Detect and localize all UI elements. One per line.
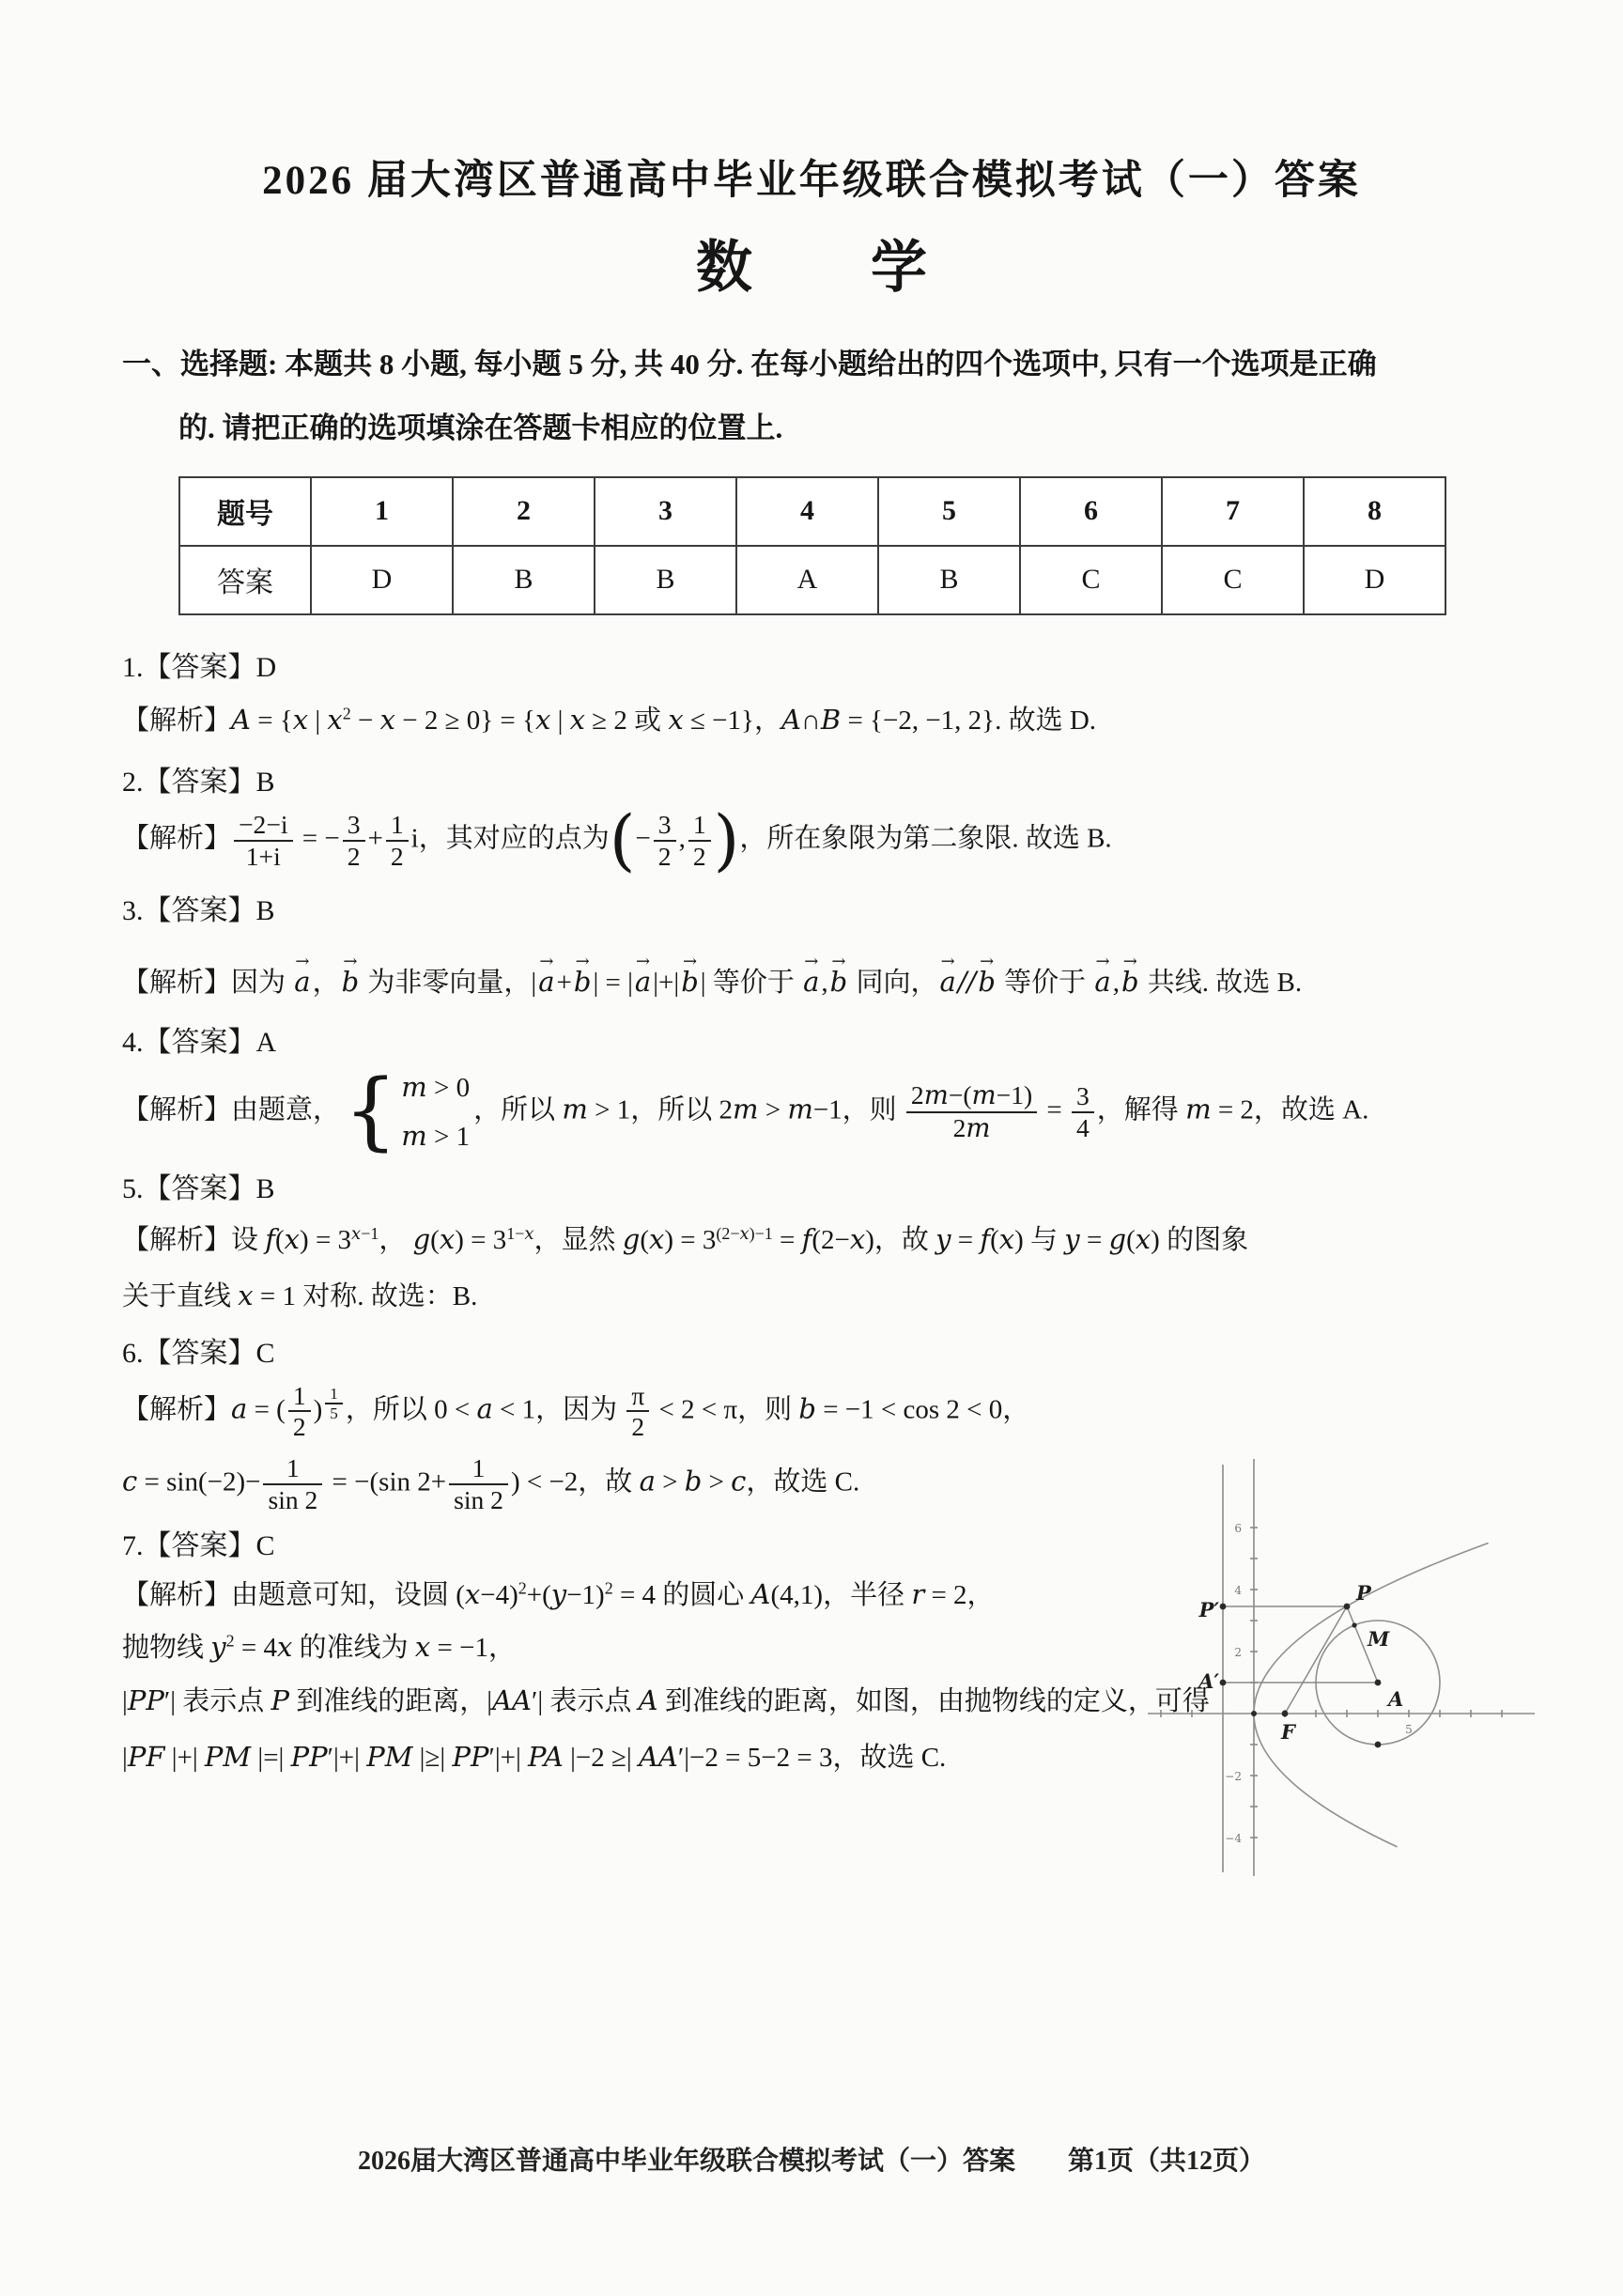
solution-4-explanation: 【解析】由题意， { m > 0 m > 1 ，所以 m > 1，所以 2m > m−1，则 $\frac{2m-(m-1)}{2m}$ = $\frac{3}{4}$ ，解得 m = 2，故选 A. <box>122 1062 1369 1160</box>
solution-6-answer: 6.【答案】C <box>122 1337 275 1369</box>
solution-2 <box>122 764 1501 879</box>
label-A: A <box>1388 1687 1404 1711</box>
parabola-circle-diagram <box>1144 1451 1538 1888</box>
segment-P-F <box>1285 1606 1347 1714</box>
label-F: F <box>1281 1720 1295 1744</box>
solution-3-answer: 3.【答案】B <box>122 894 275 926</box>
footer-page-number: 第1页（共12页） <box>1068 2147 1266 2176</box>
row-header-question-number: 题号 <box>179 477 311 546</box>
solution-3-explanation: 【解析】因为 → a，→ b 为非零向量，|→ a+→ b| = |→ a|+|→ b| 等价于 → a,→ b 同向，→ a//→ b 等价于 → a,→ b 共线. 故选 B. <box>122 954 1501 1002</box>
solution-1 <box>122 649 1501 740</box>
label-M: M <box>1368 1627 1390 1651</box>
solution-5-explanation-line-2: 关于直线 x = 1 对称. 故选：B. <box>122 1280 478 1311</box>
section-instructions <box>122 345 1501 448</box>
answer-cell: A <box>736 546 878 614</box>
solution-6-explanation-line-1: 【解析】a = ( $\frac{1}{2}$ ) $^{\frac{1}{5}}$ ，所以 0 < a < 1，因为 $\frac{\pi}{2}$ < 2 < π，则 b = −1 < cos 2 < 0， <box>122 1380 1030 1442</box>
answer-cell: B <box>453 546 595 614</box>
answer-cell: B <box>595 546 736 614</box>
solution-5-answer: 5.【答案】B <box>122 1173 275 1205</box>
question-number-cell: 5 <box>878 477 1020 546</box>
answer-row <box>179 546 1445 614</box>
solution-2-answer: 2.【答案】B <box>122 767 275 799</box>
answer-cell: B <box>878 546 1020 614</box>
question-number-cell: 1 <box>311 477 453 546</box>
solution-1-answer: 1.【答案】D <box>122 651 277 683</box>
question-number-cell: 8 <box>1304 477 1445 546</box>
subject-title: 数学 <box>696 237 1045 299</box>
question-number-cell: 3 <box>595 477 736 546</box>
solution-3 <box>122 892 1501 1002</box>
answer-cell: D <box>1304 546 1445 614</box>
instruction-line-2: 的. 请把正确的选项填涂在答题卡相应的位置上. <box>178 411 783 444</box>
solution-6-explanation-line-2: c = sin(−2)− $\frac{1}{\sin 2}$ = −(sin 2+ $\frac{1}{\sin 2}$ ) < −2，故 a > b > c，故选 C. <box>122 1452 860 1514</box>
label-P: P <box>1356 1581 1371 1605</box>
answer-cell: C <box>1020 546 1162 614</box>
solution-7-answer: 7.【答案】C <box>122 1530 275 1562</box>
y-tick-6: 6 <box>1234 1522 1242 1535</box>
answer-cell: C <box>1162 546 1304 614</box>
footer-exam-title: 2026届大湾区普通高中毕业年级联合模拟考试（一）答案 <box>357 2147 1015 2176</box>
y-tick-2: 2 <box>1234 1646 1242 1659</box>
x-tick-5: 5 <box>1405 1723 1413 1736</box>
y-tick-neg4: −4 <box>1225 1832 1242 1845</box>
solution-4 <box>122 1024 1501 1160</box>
question7-figure <box>1144 1451 1538 1888</box>
row-header-answer: 答案 <box>179 546 311 614</box>
solution-7-explanation-line-4: |PF |+| PM |=| PP′|+| PM |≥| PP′|+| PA |−2 ≥| AA′|−2 = 5−2 = 3，故选 C. <box>122 1741 947 1774</box>
solution-7-explanation-line-2: 抛物线 $y^2 = 4x$ 的准线为 x = −1， <box>122 1630 516 1663</box>
page-title: 2026 届大湾区普通高中毕业年级联合模拟考试（一）答案 <box>262 159 1361 203</box>
instruction-line-1: 一、选择题: 本题共 8 小题, 每小题 5 分, 共 40 分. 在每小题给出的四个选项中, 只有一个选项是正确 <box>122 348 1377 380</box>
question-number-cell: 6 <box>1020 477 1162 546</box>
question-number-cell: 2 <box>453 477 595 546</box>
y-tick-4: 4 <box>1234 1584 1242 1597</box>
page-footer <box>0 2140 1623 2178</box>
question-number-cell: 7 <box>1162 477 1304 546</box>
answer-table <box>178 476 1446 615</box>
answer-cell: D <box>311 546 453 614</box>
solution-5 <box>122 1171 1501 1315</box>
label-A-prime: A′ <box>1198 1669 1219 1693</box>
solution-7-explanation-line-1: 【解析】由题意可知，设圆 $(x-4)^2+(y-1)^2 = 4$ 的圆心 A(4,1)，半径 r = 2， <box>122 1578 995 1611</box>
label-P-prime: P′ <box>1198 1598 1219 1621</box>
solution-5-explanation-line-1: 【解析】设 $f(x) = 3^{x-1}$， $g(x) = 3^{1-x}$，显然 $g(x) = 3^{(2-x)-1} = f(2-x)$，故 y = f(x) 与 y = g(x) 的图象 <box>122 1223 1249 1256</box>
solution-7-explanation-line-3: |PP′| 表示点 P 到准线的距离，|AA′| 表示点 A 到准线的距离，如图，由抛物线的定义，可得 <box>122 1684 1210 1717</box>
question-number-cell: 4 <box>736 477 878 546</box>
solution-2-explanation: 【解析】 $\frac{-2-i}{1+i}$ = − $\frac{3}{2}$ + $\frac{1}{2}$ i，其对应的点为(− $\frac{3}{2}$ , $\frac{1}{2}$ )，所在象限为第二象限. 故选 B. <box>122 800 1112 879</box>
parabola-curve <box>1254 1544 1489 1847</box>
solution-1-explanation: 【解析】A = {x | $x^2 - x - 2 \ge 0\} = \{x$ | x ≥ 2 或 x ≤ −1}，A∩B = {−2, −1, 2}. 故选 D. <box>122 703 1097 736</box>
question-number-row <box>179 477 1445 546</box>
y-tick-neg2: −2 <box>1225 1770 1242 1783</box>
solution-4-answer: 4.【答案】A <box>122 1027 277 1059</box>
